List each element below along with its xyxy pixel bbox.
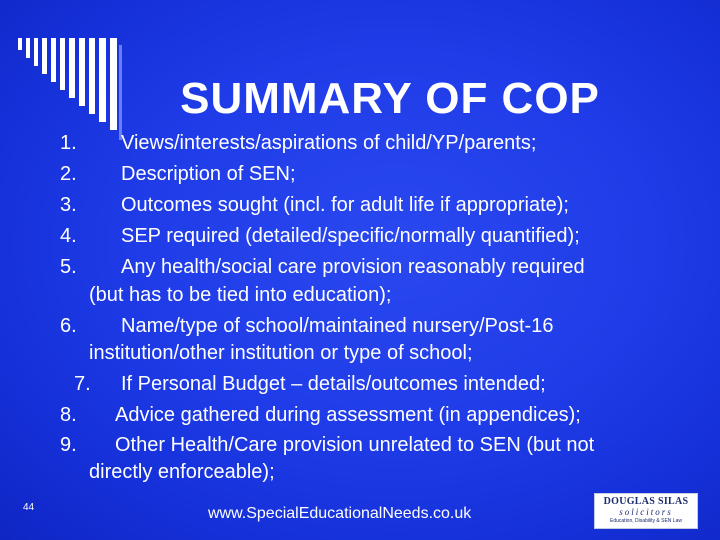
item-continuation: directly enforceable); <box>89 461 275 483</box>
item-text: SEP required (detailed/specific/normally quantified); <box>121 225 580 247</box>
logo-line-1: DOUGLAS SILAS <box>603 496 689 507</box>
item-text: If Personal Budget – details/outcomes intended; <box>121 373 546 395</box>
item-text: Description of SEN; <box>121 163 296 185</box>
item-number: 2. <box>60 163 77 185</box>
item-number: 4. <box>60 225 77 247</box>
item-number: 6. <box>60 315 77 337</box>
douglas-silas-logo <box>594 493 698 529</box>
item-number: 7. <box>74 373 91 395</box>
item-continuation: (but has to be tied into education); <box>89 284 392 306</box>
logo-line-3: Education, Disability & SEN Law <box>610 518 682 524</box>
decorative-line <box>119 45 122 140</box>
slide-title: SUMMARY OF COP <box>180 74 600 123</box>
item-number: 3. <box>60 194 77 216</box>
item-continuation: institution/other institution or type of school; <box>89 342 473 364</box>
item-number: 8. <box>60 404 77 426</box>
item-text: Name/type of school/maintained nursery/Post-16 <box>121 315 554 337</box>
page-number: 44 <box>23 502 35 513</box>
logo-line-2: solicitors <box>619 507 673 517</box>
item-text: Advice gathered during assessment (in appendices); <box>115 404 581 426</box>
item-text: Outcomes sought (incl. for adult life if appropriate); <box>121 194 569 216</box>
item-text: Any health/social care provision reasonably required <box>121 256 585 278</box>
footer-url: www.SpecialEducationalNeeds.co.uk <box>208 505 472 522</box>
item-number: 5. <box>60 256 77 278</box>
item-text: Views/interests/aspirations of child/YP/parents; <box>121 132 537 154</box>
item-number: 1. <box>60 132 77 154</box>
item-number: 9. <box>60 434 77 456</box>
item-text: Other Health/Care provision unrelated to SEN (but not <box>115 434 595 456</box>
